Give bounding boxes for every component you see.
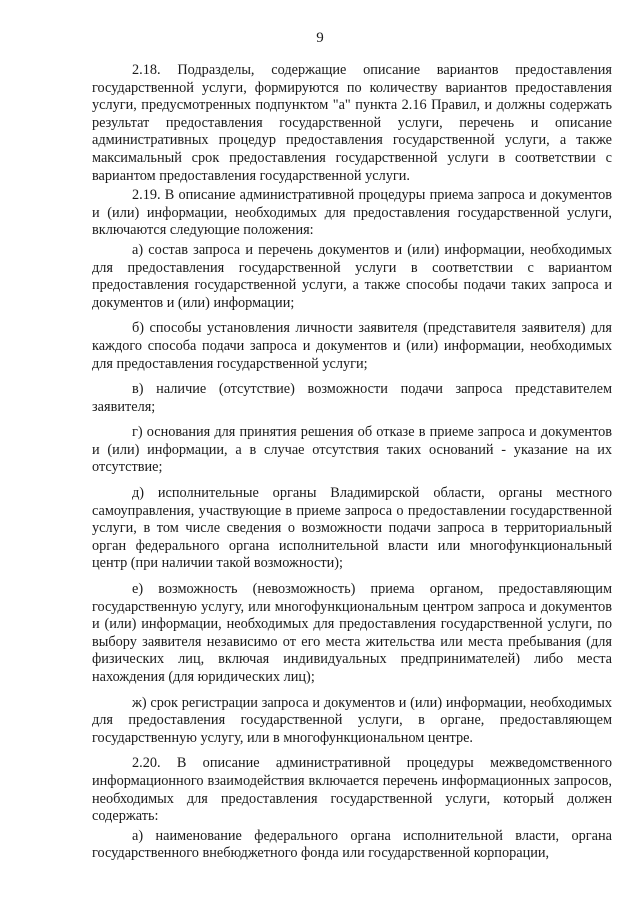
paragraph-2-20-a: а) наименование федерального органа исполнительной власти, органа государственного внебюджетного фонда или государственной корпорации, xyxy=(92,827,612,862)
document-body xyxy=(92,62,612,871)
paragraph-2-19-a: а) состав запроса и перечень документов и (или) информации, необходимых для предоставления государственной услуги в соответствии с вариантом предоставления государственной услуги, а также способы подачи таких запроса и документов и (или) информации; xyxy=(92,241,612,311)
paragraph-2-19-e: е) возможность (невозможность) приема органом, предоставляющим государственную услугу, или многофункциональным центром запроса и документов и (или) информации, необходимых для предоставления государственной услуги, по выбору заявителя независимо от его места жительства или места пребывания (для физических лиц, включая индивидуальных предпринимателей) либо места нахождения (для юридических лиц); xyxy=(92,581,612,685)
paragraph-2-19-g: г) основания для принятия решения об отказе в приеме запроса и документов и (или) информации, а в случае отсутствия таких оснований - указание на их отсутствие; xyxy=(92,424,612,476)
paragraph-2-19-d: д) исполнительные органы Владимирской области, органы местного самоуправления, участвующие в приеме запроса о предоставлении государственной услуги, в том числе сведения о возможности подачи запроса в территориальный орган федерального органа исполнительной власти или многофункциональный центр (при наличии такой возможности); xyxy=(92,485,612,572)
paragraph-2-20: 2.20. В описание административной процедуры межведомственного информационного взаимодействия включается перечень информационных запросов, необходимых для предоставления государственной услуги, который должен содержать: xyxy=(92,755,612,825)
paragraph-2-19-b: б) способы установления личности заявителя (представителя заявителя) для каждого способа подачи запроса и документов и (или) информации, необходимых для предоставления государственной услуги; xyxy=(92,320,612,372)
paragraph-2-18: 2.18. Подразделы, содержащие описание вариантов предоставления государственной услуги, формируются по количеству вариантов предоставления услуги, предусмотренных подпунктом "а" пункта 2.16 Правил, и должны содержать результат предоставления государственной услуги, перечень и описание административных процедур предоставления государственной услуги, а также максимальный срок предоставления государственной услуги в соответствии с вариантом предоставления государственной услуги. xyxy=(92,62,612,184)
paragraph-2-19-v: в) наличие (отсутствие) возможности подачи запроса представителем заявителя; xyxy=(92,381,612,415)
page-number: 9 xyxy=(316,30,324,46)
paragraph-2-19-zh: ж) срок регистрации запроса и документов и (или) информации, необходимых для предоставления государственной услуги, в органе, предоставляющем государственную услугу, или в многофункциональном центре. xyxy=(92,694,612,746)
paragraph-2-19: 2.19. В описание административной процедуры приема запроса и документов и (или) информации, необходимых для предоставления государственной услуги, включаются следующие положения: xyxy=(92,187,612,239)
